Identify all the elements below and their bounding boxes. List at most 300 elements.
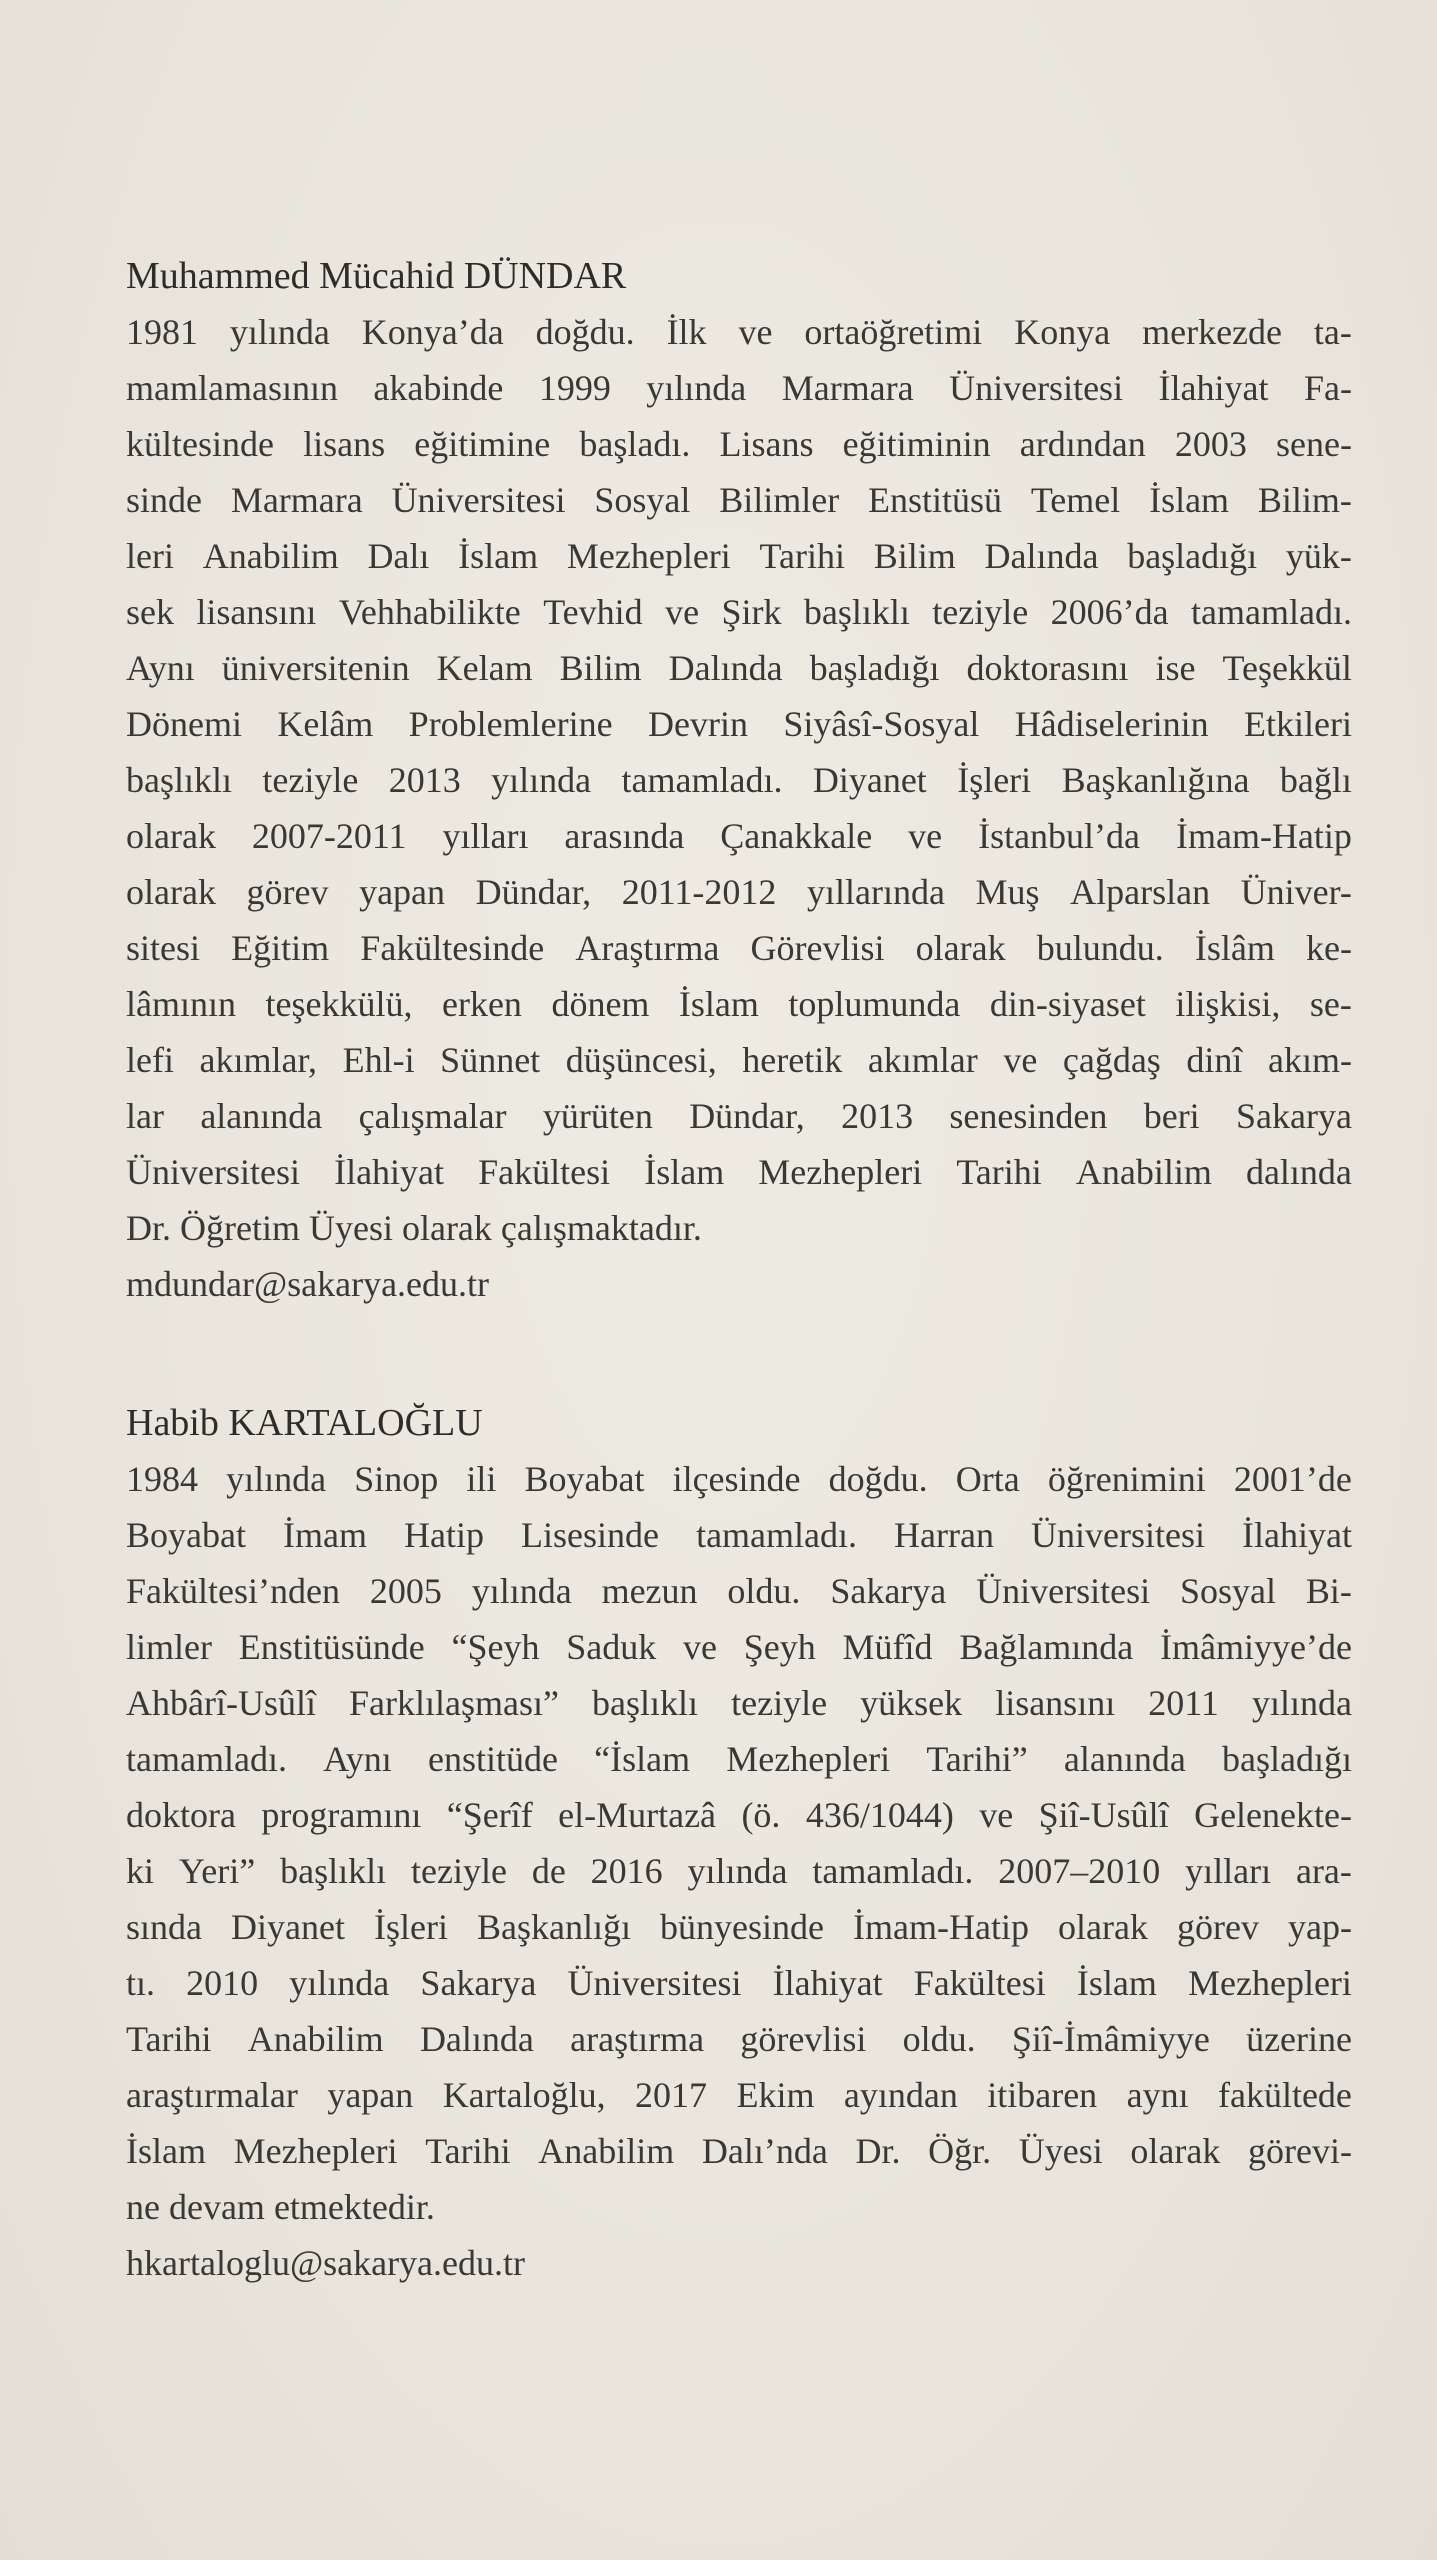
word: Sakarya bbox=[420, 1963, 537, 2003]
word: teziyle bbox=[262, 760, 359, 800]
word: Eğitim bbox=[231, 928, 330, 968]
author-email: mdundar@sakarya.edu.tr bbox=[126, 1264, 490, 1304]
word: yapan bbox=[359, 872, 446, 912]
word: Sünnet bbox=[440, 1040, 541, 1080]
word: Tarihi bbox=[759, 536, 845, 576]
word: Mezhepleri bbox=[1188, 1963, 1352, 2003]
word: görevi- bbox=[1248, 2131, 1352, 2171]
word: Anabilim bbox=[202, 536, 339, 576]
word: sında bbox=[126, 1907, 202, 1947]
word: İslam bbox=[644, 1152, 725, 1192]
word: başladı. bbox=[579, 424, 691, 464]
word: Tevhid bbox=[543, 592, 643, 632]
word: Dalında bbox=[668, 648, 783, 688]
word: Üniversitesi bbox=[976, 1571, 1151, 1611]
word: dönem bbox=[551, 984, 650, 1024]
word: ortaöğretimi bbox=[804, 312, 983, 352]
word: yılında bbox=[226, 1459, 327, 1499]
word: Mezhepleri bbox=[726, 1739, 891, 1779]
word: Farklılaşması” bbox=[349, 1683, 559, 1723]
bio-line bbox=[126, 640, 1352, 696]
word: Başkanlığı bbox=[477, 1907, 632, 1947]
word: teziyle bbox=[932, 592, 1029, 632]
bio-line bbox=[126, 2067, 1352, 2123]
word: Konya’da bbox=[361, 312, 504, 352]
author-email: hkartaloglu@sakarya.edu.tr bbox=[126, 2243, 526, 2283]
word: aynı bbox=[1126, 2075, 1189, 2115]
word: tamamladı. bbox=[621, 760, 783, 800]
bio-line bbox=[126, 1507, 1352, 1563]
word: yılında bbox=[1252, 1683, 1352, 1723]
word: 2010 bbox=[186, 1963, 259, 2003]
word: İmam-Hatip bbox=[1175, 816, 1352, 856]
word: Lisans bbox=[719, 424, 814, 464]
word: Bilim- bbox=[1257, 480, 1352, 520]
word: el-Murtazâ bbox=[558, 1795, 717, 1835]
word: akım- bbox=[1267, 1040, 1352, 1080]
word: başladığı bbox=[1127, 536, 1258, 576]
word: “İslam bbox=[594, 1739, 691, 1779]
word: Vehhabilikte bbox=[338, 592, 521, 632]
word: Aynı bbox=[323, 1739, 392, 1779]
word: ardından bbox=[1019, 424, 1146, 464]
word: araştırmalar bbox=[126, 2075, 298, 2115]
word: leri bbox=[126, 536, 174, 576]
word: başlıklı bbox=[803, 592, 910, 632]
word: lisansını bbox=[196, 592, 317, 632]
word: İslam bbox=[458, 536, 539, 576]
word: İstanbul’da bbox=[978, 816, 1141, 856]
word: Fakültesi bbox=[913, 1963, 1046, 2003]
word: oldu. bbox=[902, 2019, 976, 2059]
word: ayından bbox=[843, 2075, 958, 2115]
word: başlıklı bbox=[126, 760, 232, 800]
word: Devrin bbox=[647, 704, 748, 744]
word: Dalında bbox=[419, 2019, 534, 2059]
word: arasında bbox=[564, 816, 685, 856]
word: Ahbârî-Usûlî bbox=[126, 1683, 316, 1723]
word: sinde bbox=[126, 480, 202, 520]
word: 1981 bbox=[126, 312, 198, 352]
word: lefi bbox=[126, 1040, 174, 1080]
word: Üniversitesi bbox=[1031, 1515, 1205, 1555]
bio-line bbox=[126, 1619, 1352, 1675]
word: Fakültesi’nden bbox=[126, 1571, 340, 1611]
word: sitesi bbox=[126, 928, 201, 968]
word: Saduk bbox=[566, 1627, 657, 1667]
word: yılları bbox=[1185, 1851, 1272, 1891]
word: Hâdiselerinin bbox=[1014, 704, 1209, 744]
word: Sosyal bbox=[1180, 1571, 1277, 1611]
word: tamamladı. bbox=[812, 1851, 974, 1891]
word: 2006’da bbox=[1050, 592, 1169, 632]
word: Enstitüsünde bbox=[238, 1627, 425, 1667]
word: Aynı bbox=[126, 648, 195, 688]
author-bio-kartaloglu bbox=[126, 1395, 1352, 2291]
word: “Şerîf bbox=[446, 1795, 533, 1835]
word: Teşekkül bbox=[1222, 648, 1352, 688]
word: Enstitüsü bbox=[868, 480, 1003, 520]
word: olarak bbox=[126, 872, 216, 912]
word: Alparslan bbox=[1070, 872, 1211, 912]
word: alanında bbox=[1063, 1739, 1186, 1779]
word: ta- bbox=[1313, 312, 1352, 352]
word: görev bbox=[1177, 1907, 1259, 1947]
bio-line bbox=[126, 864, 1352, 920]
word: İmam-Hatip bbox=[853, 1907, 1029, 1947]
word: tamamladı. bbox=[126, 1739, 287, 1779]
word: yılında bbox=[289, 1963, 390, 2003]
word: dalında bbox=[1245, 1152, 1352, 1192]
bio-line bbox=[126, 752, 1352, 808]
word: Müfîd bbox=[842, 1627, 933, 1667]
bio-line bbox=[126, 1675, 1352, 1731]
word: Sakarya bbox=[1236, 1096, 1352, 1136]
word: ara- bbox=[1295, 1851, 1352, 1891]
word: 2005 bbox=[369, 1571, 442, 1611]
word: oldu. bbox=[727, 1571, 801, 1611]
word: Hatip bbox=[404, 1515, 485, 1555]
word: ki bbox=[126, 1851, 155, 1891]
word: Bilimler bbox=[719, 480, 840, 520]
word: Etkileri bbox=[1244, 704, 1352, 744]
word: Şirk bbox=[721, 592, 782, 632]
word: Konya bbox=[1014, 312, 1111, 352]
word: Anabilim bbox=[1075, 1152, 1212, 1192]
word: Üniversitesi bbox=[126, 1152, 300, 1192]
word: tı. bbox=[126, 1963, 156, 2003]
word: Diyanet bbox=[231, 1907, 345, 1947]
word: “Şeyh bbox=[451, 1627, 540, 1667]
word: 2013 bbox=[841, 1096, 914, 1136]
word: İslam bbox=[678, 984, 759, 1024]
bio-line bbox=[126, 2123, 1352, 2179]
word: 1999 bbox=[538, 368, 611, 408]
word: başladığı bbox=[1222, 1739, 1352, 1779]
word: Ekim bbox=[736, 2075, 815, 2115]
word: fakültede bbox=[1217, 2075, 1352, 2115]
word: ve bbox=[979, 1795, 1014, 1835]
word: enstitüde bbox=[427, 1739, 558, 1779]
word: çalışmalar bbox=[358, 1096, 507, 1136]
word: Öğr. bbox=[928, 2131, 992, 2171]
bio-line bbox=[126, 584, 1352, 640]
word: Sinop bbox=[354, 1459, 439, 1499]
word: Bilim bbox=[559, 648, 642, 688]
word: Sosyal bbox=[594, 480, 691, 520]
word: Dündar, bbox=[689, 1096, 805, 1136]
word: Boyabat bbox=[524, 1459, 645, 1499]
word: başlıklı bbox=[592, 1683, 699, 1723]
word: Temel bbox=[1030, 480, 1121, 520]
word: Diyanet bbox=[812, 760, 927, 800]
word: çağdaş bbox=[1062, 1040, 1161, 1080]
word: limler bbox=[126, 1627, 212, 1667]
word: ili bbox=[466, 1459, 497, 1499]
word: ilişkisi, bbox=[1175, 984, 1281, 1024]
word: lisans bbox=[303, 424, 386, 464]
word: Anabilim bbox=[538, 2131, 675, 2171]
bio-text bbox=[126, 1451, 1352, 2235]
word: olarak bbox=[126, 816, 216, 856]
word: Fa- bbox=[1303, 368, 1352, 408]
word: Mezhepleri bbox=[566, 536, 731, 576]
word: mamlamasının bbox=[126, 368, 338, 408]
word: teziyle bbox=[731, 1683, 828, 1723]
word: üniversitenin bbox=[221, 648, 410, 688]
word: Problemlerine bbox=[408, 704, 613, 744]
word: bünyesinde bbox=[660, 1907, 825, 1947]
word: Marmara bbox=[781, 368, 914, 408]
word: Üyesi bbox=[1018, 2131, 1103, 2171]
word: teziyle bbox=[410, 1851, 507, 1891]
word: Boyabat bbox=[126, 1515, 246, 1555]
word: doğdu. bbox=[535, 312, 635, 352]
word: Dündar, bbox=[475, 872, 592, 912]
word: Yeri” bbox=[178, 1851, 256, 1891]
word: lâmının bbox=[126, 984, 236, 1024]
word: Siyâsî-Sosyal bbox=[783, 704, 980, 744]
word: Şeyh bbox=[743, 1627, 816, 1667]
bio-line: ne devam etmektedir. bbox=[126, 2187, 435, 2227]
word: heretik bbox=[742, 1040, 843, 1080]
word: Tarihi bbox=[126, 2019, 212, 2059]
word: 2011 bbox=[1148, 1683, 1219, 1723]
word: üzerine bbox=[1246, 2019, 1352, 2059]
bio-line bbox=[126, 808, 1352, 864]
word: Dalı bbox=[367, 536, 430, 576]
word: sek bbox=[126, 592, 174, 632]
word: Dalında bbox=[984, 536, 1099, 576]
word: ke- bbox=[1306, 928, 1352, 968]
word: Üniversitesi bbox=[567, 1963, 742, 2003]
word: teşekkülü, bbox=[265, 984, 413, 1024]
word: Şiî-Usûlî bbox=[1038, 1795, 1169, 1835]
word: Muş bbox=[975, 872, 1040, 912]
word: 2001’de bbox=[1233, 1459, 1352, 1499]
bio-line bbox=[126, 696, 1352, 752]
bio-line bbox=[126, 1563, 1352, 1619]
word: Kartaloğlu, bbox=[442, 2075, 606, 2115]
word: Kelâm bbox=[277, 704, 374, 744]
bio-line bbox=[126, 2011, 1352, 2067]
word: yüksek bbox=[860, 1683, 963, 1723]
word: Şiî-İmâmiyye bbox=[1011, 2019, 1210, 2059]
word: yılında bbox=[471, 1571, 572, 1611]
word: Üniversitesi bbox=[391, 480, 566, 520]
bio-line bbox=[126, 976, 1352, 1032]
word: 2003 bbox=[1174, 424, 1247, 464]
word: se- bbox=[1309, 984, 1352, 1024]
word: Dr. bbox=[855, 2131, 901, 2171]
bio-line bbox=[126, 472, 1352, 528]
word: görev bbox=[246, 872, 329, 912]
bio-line bbox=[126, 1451, 1352, 1507]
word: 2017 bbox=[635, 2075, 708, 2115]
word: itibaren bbox=[987, 2075, 1098, 2115]
word: yük- bbox=[1285, 536, 1352, 576]
bio-line bbox=[126, 1787, 1352, 1843]
word: 1984 bbox=[126, 1459, 198, 1499]
word: alanında bbox=[200, 1096, 323, 1136]
word: İlk bbox=[666, 312, 707, 352]
bio-line bbox=[126, 304, 1352, 360]
word: erken bbox=[441, 984, 522, 1024]
bio-line: Dr. Öğretim Üyesi olarak çalışmaktadır. bbox=[126, 1208, 702, 1248]
word: doğdu. bbox=[828, 1459, 928, 1499]
word: Bi- bbox=[1305, 1571, 1352, 1611]
word: İslam bbox=[126, 2131, 206, 2171]
word: akabinde bbox=[373, 368, 504, 408]
word: Çanakkale bbox=[720, 816, 873, 856]
word: tamamladı. bbox=[1191, 592, 1352, 632]
word: 2011-2012 bbox=[621, 872, 777, 912]
word: Harran bbox=[894, 1515, 994, 1555]
word: yılları bbox=[442, 816, 529, 856]
word: Başkanlığına bbox=[1061, 760, 1250, 800]
word: yılında bbox=[687, 1851, 788, 1891]
word: Dönemi bbox=[126, 704, 242, 744]
word: İşleri bbox=[957, 760, 1032, 800]
word: Görevlisi bbox=[750, 928, 885, 968]
word: İslam bbox=[1149, 480, 1230, 520]
word: eğitiminin bbox=[842, 424, 991, 464]
word: akımlar, bbox=[199, 1040, 318, 1080]
word: din-siyaset bbox=[989, 984, 1146, 1024]
bio-line bbox=[126, 360, 1352, 416]
word: Gelenekte- bbox=[1194, 1795, 1352, 1835]
word: İmâmiyye’de bbox=[1160, 1627, 1352, 1667]
word: lisansını bbox=[995, 1683, 1116, 1723]
word: öğrenimini bbox=[1047, 1459, 1206, 1499]
bio-line bbox=[126, 1032, 1352, 1088]
word: yıllarında bbox=[806, 872, 945, 912]
word: İlahiyat bbox=[1158, 368, 1269, 408]
bio-line bbox=[126, 1843, 1352, 1899]
word: ve bbox=[908, 816, 943, 856]
word: Tarihi bbox=[956, 1152, 1042, 1192]
word: eğitimine bbox=[414, 424, 551, 464]
word: Mezhepleri bbox=[233, 2131, 398, 2171]
word: Sakarya bbox=[830, 1571, 947, 1611]
word: dinî bbox=[1186, 1040, 1243, 1080]
word: İlahiyat bbox=[772, 1963, 883, 2003]
word: 2013 bbox=[388, 760, 461, 800]
word: Fakültesi bbox=[478, 1152, 611, 1192]
word: İlahiyat bbox=[334, 1152, 445, 1192]
word: Araştırma bbox=[575, 928, 720, 968]
word: de bbox=[531, 1851, 566, 1891]
word: Üniver- bbox=[1240, 872, 1352, 912]
word: 2007-2011 bbox=[251, 816, 407, 856]
word: yapan bbox=[327, 2075, 414, 2115]
word: toplumunda bbox=[788, 984, 961, 1024]
word: İmam bbox=[283, 1515, 367, 1555]
bio-line bbox=[126, 528, 1352, 584]
word: ve bbox=[1003, 1040, 1038, 1080]
word: ve bbox=[683, 1627, 718, 1667]
word: başlıklı bbox=[280, 1851, 387, 1891]
word: Kelam bbox=[436, 648, 533, 688]
author-name: Muhammed Mücahid DÜNDAR bbox=[126, 255, 627, 297]
word: Bilim bbox=[873, 536, 956, 576]
word: yap- bbox=[1288, 1907, 1352, 1947]
word: yürüten bbox=[542, 1096, 653, 1136]
word: senesinden bbox=[949, 1096, 1108, 1136]
word: Tarihi” bbox=[926, 1739, 1028, 1779]
author-name: Habib KARTALOĞLU bbox=[126, 1402, 483, 1444]
word: kültesinde bbox=[126, 424, 274, 464]
bio-line bbox=[126, 1899, 1352, 1955]
word: mezun bbox=[601, 1571, 698, 1611]
word: olarak bbox=[915, 928, 1006, 968]
bio-line bbox=[126, 920, 1352, 976]
word: Marmara bbox=[230, 480, 363, 520]
word: 436/1044) bbox=[805, 1795, 954, 1835]
word: başladığı bbox=[809, 648, 940, 688]
word: Lisesinde bbox=[521, 1515, 660, 1555]
bio-text bbox=[126, 304, 1352, 1256]
word: yılında bbox=[491, 760, 592, 800]
word: ise bbox=[1155, 648, 1196, 688]
word: olarak bbox=[1058, 1907, 1148, 1947]
word: görevlisi bbox=[740, 2019, 867, 2059]
word: bulundu. bbox=[1036, 928, 1164, 968]
word: tamamladı. bbox=[696, 1515, 858, 1555]
word: ilçesinde bbox=[672, 1459, 801, 1499]
word: İslâm bbox=[1194, 928, 1275, 968]
word: sene- bbox=[1276, 424, 1352, 464]
bio-line bbox=[126, 1731, 1352, 1787]
word: İslam bbox=[1076, 1963, 1157, 2003]
word: Tarihi bbox=[425, 2131, 511, 2171]
bio-line bbox=[126, 1088, 1352, 1144]
word: Üniversitesi bbox=[949, 368, 1124, 408]
word: bağlı bbox=[1279, 760, 1352, 800]
word: doktora bbox=[126, 1795, 236, 1835]
word: Bağlamında bbox=[959, 1627, 1134, 1667]
word: ve bbox=[738, 312, 773, 352]
word: Orta bbox=[955, 1459, 1020, 1499]
word: 2016 bbox=[590, 1851, 663, 1891]
word: merkezde bbox=[1142, 312, 1283, 352]
word: yılında bbox=[229, 312, 330, 352]
bio-line bbox=[126, 1144, 1352, 1200]
word: Ehl-i bbox=[342, 1040, 415, 1080]
word: beri bbox=[1143, 1096, 1200, 1136]
word: Fakültesinde bbox=[360, 928, 545, 968]
word: Dalı’nda bbox=[701, 2131, 828, 2171]
word: akımlar bbox=[867, 1040, 978, 1080]
word: doktorasını bbox=[966, 648, 1129, 688]
word: (ö. bbox=[741, 1795, 781, 1835]
word: olarak bbox=[1130, 2131, 1221, 2171]
author-bio-dundar bbox=[126, 248, 1352, 1312]
word: araştırma bbox=[570, 2019, 705, 2059]
word: İlahiyat bbox=[1242, 1515, 1352, 1555]
word: 2007–2010 bbox=[998, 1851, 1161, 1891]
word: yılında bbox=[646, 368, 747, 408]
word: lar bbox=[126, 1096, 164, 1136]
bio-line bbox=[126, 1955, 1352, 2011]
word: İşleri bbox=[374, 1907, 448, 1947]
word: düşüncesi, bbox=[565, 1040, 717, 1080]
word: programını bbox=[261, 1795, 422, 1835]
bio-line bbox=[126, 416, 1352, 472]
word: Anabilim bbox=[247, 2019, 384, 2059]
word: Mezhepleri bbox=[758, 1152, 923, 1192]
word: ve bbox=[665, 592, 700, 632]
